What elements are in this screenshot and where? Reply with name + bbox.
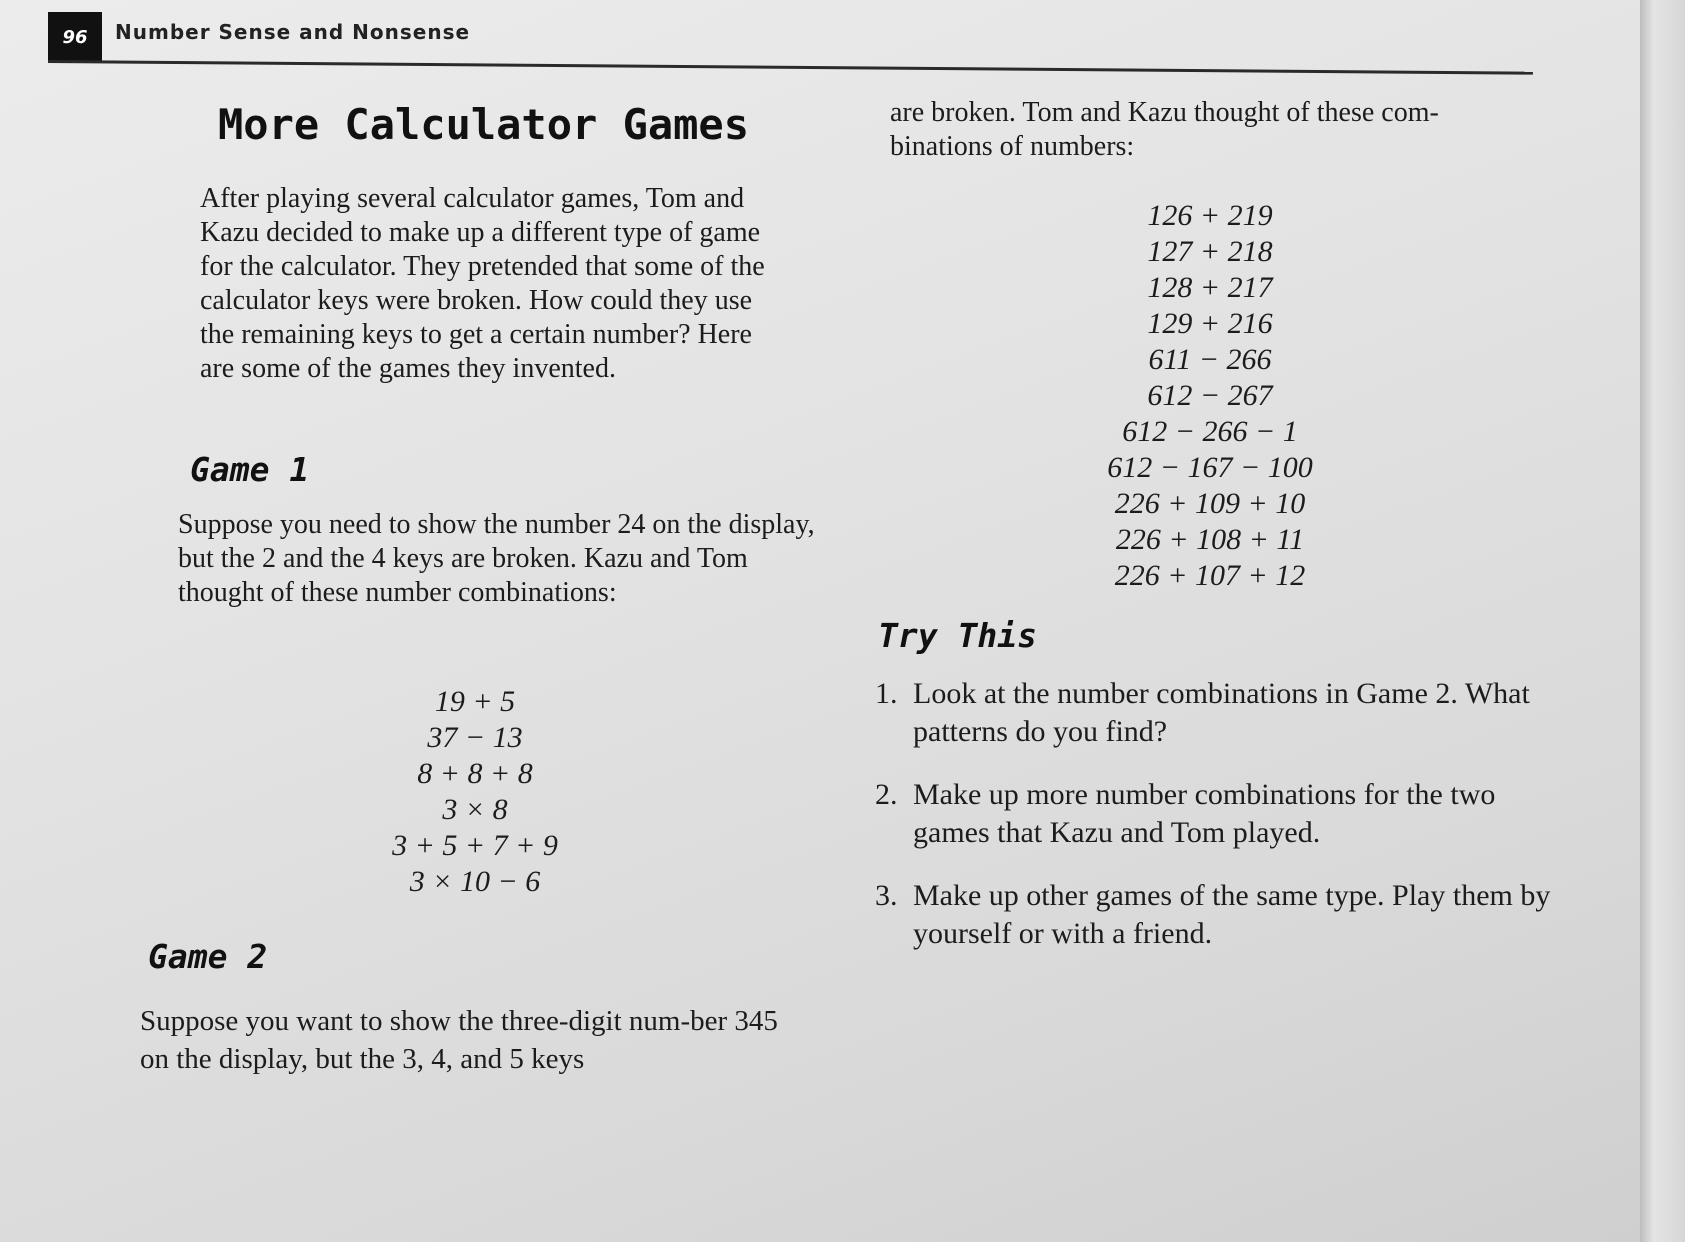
combination: 126 + 219	[1147, 199, 1273, 232]
combination: 3 + 5 + 7 + 9	[392, 829, 558, 862]
try-this-item	[875, 877, 1555, 953]
combination: 37 − 13	[427, 721, 523, 754]
combination: 127 + 218	[1147, 235, 1273, 268]
game1-combinations	[360, 684, 590, 900]
combination: 19 + 5	[434, 685, 516, 718]
try-this-list	[875, 675, 1555, 978]
combination: 129 + 216	[1147, 307, 1273, 340]
page-edge	[1640, 0, 1685, 1242]
game2-heading: Game 2	[148, 937, 268, 976]
combination: 8 + 8 + 8	[417, 757, 533, 790]
try-this-heading: Try This	[878, 616, 1037, 655]
combination: 128 + 217	[1147, 271, 1273, 304]
page-number: 96	[48, 12, 102, 62]
intro-paragraph: After playing several calculator games, Tom and Kazu decided to make up a different type of game for the calculator. They pretended that some of the calculator keys were broken. How could they use the remaining keys to get a certain number? Here are some of the games they invented.	[200, 183, 765, 384]
combination: 3 × 10 − 6	[409, 865, 541, 898]
page-title: More Calculator Games	[218, 100, 750, 149]
combination: 612 − 266 − 1	[1122, 415, 1298, 448]
combination: 226 + 108 + 11	[1115, 523, 1305, 556]
combination: 226 + 107 + 12	[1114, 559, 1306, 592]
game2-paragraph-start: Suppose you want to show the three-digit num-ber 345 on the display, but the 3, 4, and 5 keys	[140, 1005, 778, 1075]
running-title: Number Sense and Nonsense	[115, 20, 471, 44]
try-this-item	[875, 776, 1555, 852]
game2-paragraph-continued: are broken. Tom and Kazu thought of these com-binations of numbers:	[890, 97, 1439, 162]
combination: 612 − 267	[1147, 379, 1273, 412]
header-rule	[48, 60, 1533, 75]
item-text: Make up more number combinations for the two games that Kazu and Tom played.	[913, 778, 1496, 849]
item-text: Make up other games of the same type. Play them by yourself or with a friend.	[913, 879, 1551, 950]
game1-heading: Game 1	[190, 450, 310, 489]
combination: 226 + 109 + 10	[1114, 487, 1306, 520]
combination: 3 × 8	[442, 793, 508, 826]
combination: 611 − 266	[1148, 343, 1272, 376]
item-number: 3.	[875, 879, 898, 912]
game2-combinations	[1080, 198, 1340, 594]
combination: 612 − 167 − 100	[1107, 451, 1313, 484]
item-number: 1.	[875, 677, 898, 710]
try-this-item	[875, 675, 1555, 751]
item-text: Look at the number combinations in Game 2. What patterns do you find?	[913, 677, 1530, 748]
game1-paragraph: Suppose you need to show the number 24 on the display, but the 2 and the 4 keys are broken. Kazu and Tom thought of these number combinations:	[178, 509, 815, 608]
item-number: 2.	[875, 778, 898, 811]
